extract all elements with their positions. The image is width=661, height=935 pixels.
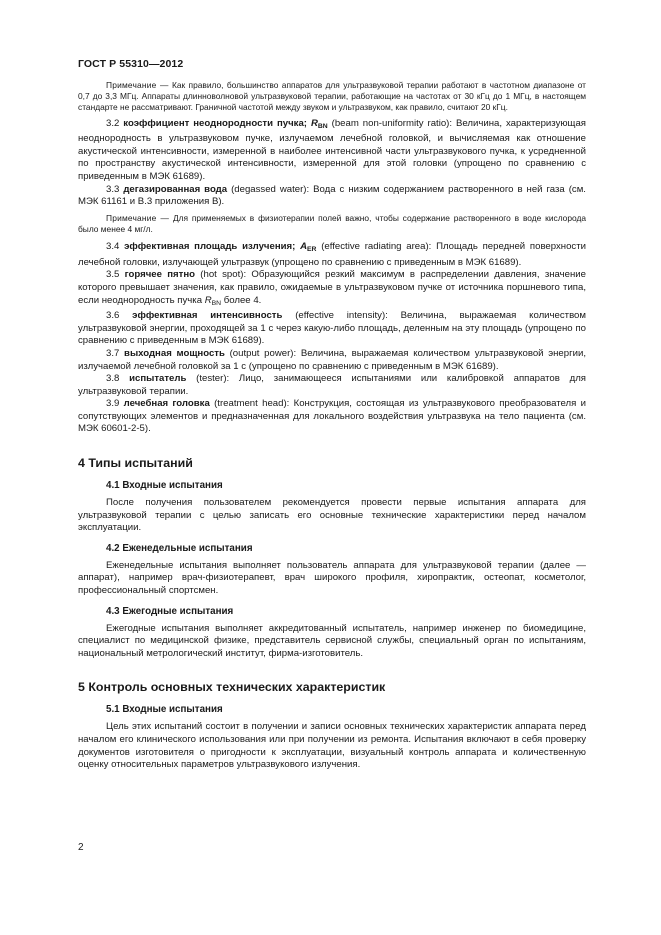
def-symbol-subscript: BN (317, 122, 328, 130)
def-term: дегазированная вода (123, 183, 228, 195)
def-term: испытатель (129, 373, 187, 385)
def-number: 3.5 (106, 269, 125, 281)
def-text: (hot spot): Образующийся резкий максимум в распределении давления, значение которого превышает значения, как правило, ожидаемые в ультразвуковом пучке от источника поршневого типа, если неоднородность пучка (78, 269, 586, 306)
subsection-4-2-text: Еженедельные испытания выполняет пользователь аппарата для ультразвуковой терапии (далее — аппарат), например врач-физиотерапевт, врач широкого профиля, хиропрактик, остеопат, косметолог, профессиональный спортсмен. (78, 559, 586, 597)
standard-header: ГОСТ Р 55310—2012 (78, 58, 184, 70)
def-text: (effective radiating area): Площадь передней поверхности лечебной головки, излучающей ультразвук (упрощено по сравнению с приведенным в МЭК 61689). (78, 241, 586, 268)
def-text: (degassed water): Вода с низким содержанием растворенного в ней газа (см. МЭК 61161 и В.3 приложения В). (78, 183, 586, 208)
def-number: 3.2 (106, 117, 124, 129)
def-text: (output power): Величина, выражаемая количеством ультразвуковой энергии, излучаемой лечебной головкой за 1 с (упрощено по сравнению с приведенным в МЭК 61689). (78, 347, 586, 372)
def-term: выходная мощность (124, 347, 225, 359)
definition-3-6 (78, 310, 586, 348)
page-content (78, 80, 586, 772)
def-symbol: A (300, 241, 307, 253)
definition-3-7 (78, 348, 586, 373)
definition-3-2 (78, 118, 586, 184)
def-text: (tester): Лицо, занимающееся испытаниями или калибровкой аппаратов для ультразвуковой терапии. (78, 373, 586, 397)
note-text: Для применяемых в физиотерапии полей важно, чтобы содержание растворенного в воде кислорода было менее 4 мг/л. (78, 212, 587, 234)
section-4-heading: 4 Типы испытаний (78, 456, 193, 471)
def-number: 3.6 (106, 310, 133, 322)
def-term: эффективная площадь излучения; (124, 241, 301, 253)
subsection-5-1-text: Цель этих испытаний состоит в получении и записи основных технических характеристик аппарата перед началом его клинического использования или при получении из ремонта. Испытания включают в себя проверку документов изготовителя о пригодности к эксплуатации, визуальный контроль аппарата и количественную оценку относительных параметров ультразвукового излучения. (78, 721, 586, 771)
def-number: 3.4 (106, 241, 125, 253)
section-5-heading: 5 Контроль основных технических характеристик (78, 680, 386, 695)
def-text: (beam non-uniformity ratio): Величина, характеризующая неоднородность в ультразвуковом пучке, излучаемом лечебной головкой, и вычисляемая как отношение акустической интенсивности, измеренной в наиболее интенсивной части ультразвукового пучка, к усредненной по пространству акустической интенсивности, измеренной для этой головки (упрощено по сравнению с приведенным в МЭК 61689). (78, 117, 586, 182)
subsection-4-3-text: Ежегодные испытания выполняет аккредитованный испытатель, например инженер по биомедицине, специалист по медицинской физике, представитель сервисной службы, специальный орган по испытаниям, национальный метрологический институт, фирма-изготовитель. (78, 622, 586, 659)
def-text: (effective intensity): Величина, выражаемая количеством ультразвуковой энергии, проходящей за 1 с через какую-либо площадь, деленным на эту площадь (упрощено по сравнению с приведенным в МЭК 61689). (78, 310, 586, 347)
def-symbol-subscript: BN (211, 299, 222, 307)
def-term: коэффициент неоднородности пучка; (123, 117, 311, 129)
note-frequency (78, 80, 586, 114)
subsection-5-1-heading: 5.1 Входные испытания (106, 704, 223, 716)
def-symbol-subscript: ER (307, 246, 317, 254)
subsection-4-3-heading: 4.3 Ежегодные испытания (106, 605, 234, 617)
note-label: Примечание — (106, 80, 169, 90)
def-number: 3.3 (106, 183, 124, 195)
definition-3-5 (78, 269, 586, 310)
definition-3-8 (78, 373, 586, 398)
subsection-4-1-heading: 4.1 Входные испытания (106, 480, 223, 492)
def-term: лечебная головка (123, 398, 210, 410)
def-term: эффективная интенсивность (132, 310, 283, 322)
def-text-tail: более 4. (221, 294, 262, 306)
definition-3-3 (78, 184, 586, 209)
definition-3-4 (78, 241, 586, 269)
def-symbol: R (310, 117, 318, 129)
def-number: 3.7 (106, 347, 125, 359)
note-text: Как правило, большинство аппаратов для ультразвуковой терапии работают в частотном диапазоне от 0,7 до 3,3 МГц. Аппараты длинноволновой ультразвуковой терапии, работающие на частотах от 30 кГц до 1 МГц, в настоящем стандарте не рассматривают. Граничной частотой между звуком и ультразвуком, как правило, считают 20 кГц. (78, 80, 587, 113)
subsection-4-2-heading: 4.2 Еженедельные испытания (106, 542, 253, 554)
def-number: 3.8 (106, 373, 130, 385)
def-number: 3.9 (106, 398, 124, 410)
def-symbol: R (204, 294, 212, 306)
note-label: Примечание — (106, 212, 170, 223)
def-term: горячее пятно (124, 269, 195, 281)
page-number: 2 (78, 842, 84, 853)
subsection-4-1-text: После получения пользователем рекомендуется провести первые испытания аппарата для ультразвуковой терапии с целью записать его основные технические характеристики перед началом эксплуатации. (78, 497, 586, 534)
note-oxygen (78, 213, 586, 235)
definition-3-9 (78, 398, 586, 436)
def-text: (treatment head): Конструкция, состоящая из ультразвукового преобразователя и сопутствующих элементов и предназначенная для локального воздействия ультразвука на тело пациента (см. МЭК 60601-2-5). (78, 398, 586, 435)
